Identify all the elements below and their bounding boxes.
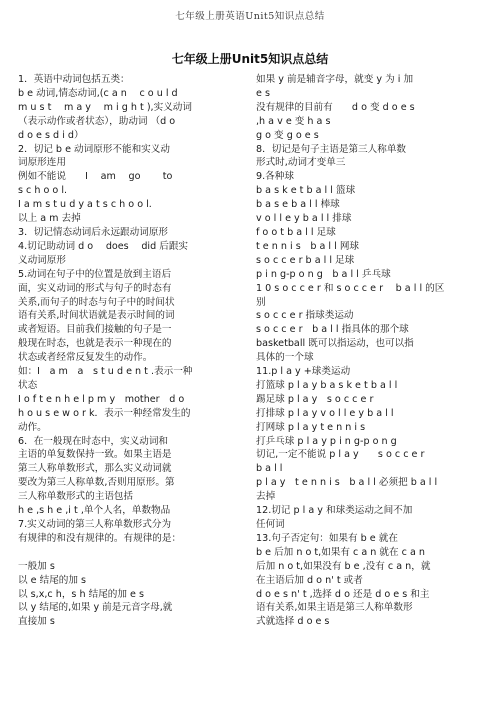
right-text-column [256, 73, 482, 629]
right-column-line: 踢足球 p l a y s o c c e r [256, 393, 374, 405]
left-column-line: h o u s e w o r k．表示一种经常发生的 [18, 407, 191, 419]
left-column-line: 5.动词在句子中的位置是放到主语后 [18, 268, 172, 280]
right-column-line: 具体的一个球 [256, 352, 314, 364]
left-column-line: 般现在时态，也就是表示一种现在的 [18, 338, 172, 350]
right-column-line: b a s e b a l l 棒球 [256, 199, 340, 211]
right-column-line: 形式时,动词才变单三 [256, 157, 346, 169]
right-column-line: 1 0 s o c c e r 和 s o c c e r b a l l 的区 [256, 282, 445, 294]
right-column-line: v o l l e y b a l l 排球 [256, 213, 352, 225]
right-column-line: 在主语后加 d o n' t 或者 [256, 574, 363, 586]
left-column-line: 以 s,x,c h，s h 结尾的加 e s [18, 588, 144, 600]
right-column-line: 切记,一定不能说 p l a y s o c c e r [256, 449, 425, 461]
right-column-line: f o o t b a l l 足球 [256, 226, 336, 238]
right-column-line: ,h a v e 变 h a s [256, 115, 331, 127]
right-column-line: e s [256, 87, 270, 99]
right-column-line: 去掉 [256, 491, 276, 503]
right-column-line: 打乒乓球 p l a y p i n g-p o n g [256, 435, 397, 447]
right-column-line: 打网球 p l a y t e n n i s [256, 421, 366, 433]
left-column-line: I o f t e n h e l p m y mother d o [18, 393, 185, 405]
right-column-line: s o c c e r 指球类运动 [256, 310, 354, 322]
right-column-line: 别 [256, 296, 266, 308]
right-column-line: 后加 n o t,如果没有 b e ,没有 c a n，就 [256, 560, 431, 572]
left-column-line: 或者短语。目前我们接触的句子是一 [18, 324, 172, 336]
left-column-line: 以 e 结尾的加 s [18, 574, 87, 586]
left-column-line: 如：I a m a s t u d e n t .表示一种 [18, 366, 193, 378]
left-column-line: 第三人称单数形式，那么实义动词就 [18, 463, 172, 475]
right-column-line: p l a y t e n n i s b a l l 必须把 b a l l [256, 477, 438, 489]
left-column-line: 例如不能说 I am go to [18, 171, 173, 183]
right-column-line: 11.p l a y +球类运动 [256, 366, 351, 378]
left-column-line: 以 y 结尾的,如果 y 前是元音字母,就 [18, 602, 173, 614]
left-column-line: b e 动词,情态动词,(c a n c o u l d [18, 87, 178, 99]
left-column-line: 要改为第三人称单数,否则用原形。第 [18, 477, 175, 489]
left-column-line: d o e s d i d） [18, 129, 84, 141]
page-header-caption: 七年级上册英语Unit5知识点总结 [175, 11, 325, 22]
left-column-line: 一般加 s [18, 560, 55, 572]
left-column-line: h e ,s h e ,i t ,单个人名，单数物品 [18, 505, 171, 517]
left-column-line: 义动词原形 [18, 254, 66, 266]
right-column-line: t e n n i s b a l l 网球 [256, 240, 360, 252]
right-column-line: 打排球 p l a y v o l l e y b a l l [256, 407, 394, 419]
left-column-line: 3．切记情态动词后永远跟动词原形 [18, 226, 169, 238]
left-column-line: s c h o o l. [18, 185, 68, 197]
left-column-line: 4.切记助动词 d o does did 后跟实 [18, 240, 189, 252]
right-column-line: g o 变 g o e s [256, 129, 319, 141]
left-column-line: 6．在一般现在时态中，实义动词和 [18, 435, 169, 447]
left-text-column [18, 73, 238, 629]
left-column-line: 有规律的和没有规律的。有规律的是： [18, 532, 182, 544]
left-column-line: 关系,而句子的时态与句子中的时间状 [18, 296, 175, 308]
right-column-line: p i n g-p o n g b a l l 乒乓球 [256, 268, 391, 280]
left-column-line: m u s t m a y m i g h t ),实义动词 [18, 101, 192, 113]
left-column-line: 动作。 [18, 421, 47, 433]
left-column-line: 语有关系,时间状语就是表示时间的词 [18, 310, 175, 322]
left-column-line: 面，实义动词的形式与句子的时态有 [18, 282, 172, 294]
left-column-line: 以上 a m 去掉 [18, 213, 81, 225]
right-column-line: 8．切记是句子主语是第三人称单数 [256, 143, 407, 155]
document-title: 七年级上册Unit5知识点总结 [171, 52, 329, 66]
right-column-line: 式就选择 d o e s [256, 616, 330, 628]
right-column-line: basketball 既可以指运动，也可以指 [256, 338, 414, 350]
left-column-line: I a m s t u d y a t s c h o o l. [18, 199, 152, 211]
left-column-line: 词原形连用 [18, 157, 66, 169]
right-column-line: 12.切记 p l a y 和球类运动之间不加 [256, 505, 413, 517]
right-column-line: 13.句子否定句：如果有 b e 就在 [256, 532, 398, 544]
left-column-line: 主语的单复数保持一致。如果主语是 [18, 449, 172, 461]
left-column-line: （表示动作或者状态），助动词 （d o [18, 115, 176, 127]
right-column-line: d o e s n' t ,选择 d o 还是 d o e s 和主 [256, 588, 430, 600]
left-column-line [18, 546, 238, 560]
right-column-line: b e 后加 n o t,如果有 c a n 就在 c a n [256, 546, 425, 558]
right-column-line: 如果 y 前是辅音字母，就变 y 为 i 加 [256, 74, 414, 85]
right-column-line: 任何词 [256, 519, 285, 530]
left-column-line: 状态 [18, 379, 38, 391]
right-column-line: 语有关系,如果主语是第三人称单数形 [256, 602, 413, 614]
right-column-line: s o c c e r b a l l 指具体的那个球 [256, 324, 409, 336]
left-column-line: 1．英语中动词包括五类： [18, 74, 130, 85]
right-column-line: b a l l [256, 463, 283, 475]
right-column-line: 没有规律的目前有 d o 变 d o e s [256, 101, 415, 113]
right-column-line: s o c c e r b a l l 足球 [256, 254, 355, 266]
right-column-line: 9.各种球 [256, 171, 294, 183]
left-column-line: 2．切记 b e 动词原形不能和实义动 [18, 143, 170, 155]
left-column-line: 状态或者经常反复发生的动作。 [18, 352, 153, 364]
left-column-line: 直接加 s [18, 616, 55, 628]
left-column-line: 三人称单数形式的主语包括 [18, 491, 134, 503]
left-column-line: 7.实义动词的第三人称单数形式分为 [18, 519, 172, 530]
right-column-line: 打篮球 p l a y b a s k e t b a l l [256, 379, 398, 391]
right-column-line: b a s k e t b a l l 篮球 [256, 185, 356, 197]
